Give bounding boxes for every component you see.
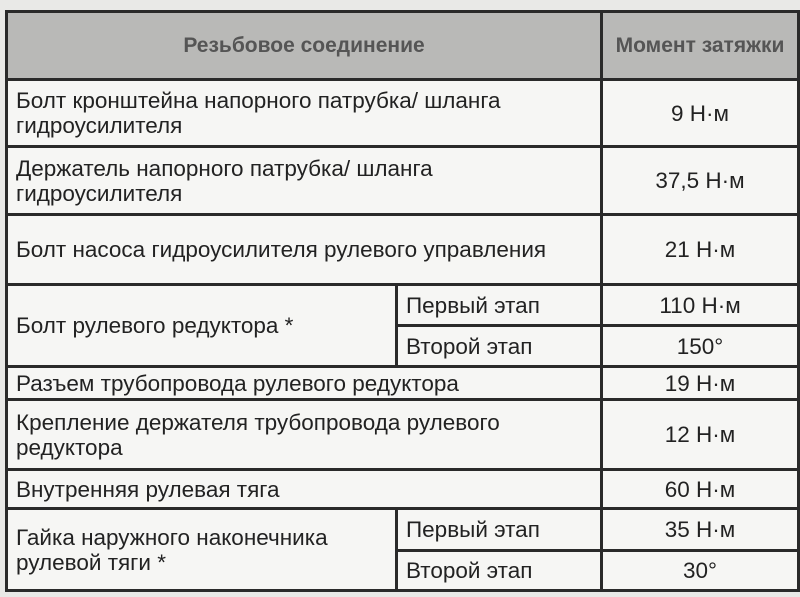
torque-value: 19 Н·м <box>602 367 799 400</box>
joint-name: Болт рулевого редуктора * <box>7 285 397 367</box>
table-row <box>7 285 799 326</box>
torque-value: 35 Н·м <box>602 509 799 551</box>
torque-value: 30° <box>602 551 799 591</box>
stage-label: Второй этап <box>397 551 602 591</box>
joint-name: Разъем трубопровода рулевого редуктора <box>7 367 602 400</box>
table-row <box>7 509 799 551</box>
table-row <box>7 470 799 509</box>
joint-name: Болт кронштейна напорного патрубка/ шланга гидроусилителя <box>7 80 602 147</box>
torque-value: 110 Н·м <box>602 285 799 326</box>
stage-label: Второй этап <box>397 326 602 367</box>
torque-value: 60 Н·м <box>602 470 799 509</box>
torque-value: 150° <box>602 326 799 367</box>
table-row <box>7 215 799 285</box>
torque-value: 21 Н·м <box>602 215 799 285</box>
table-row <box>7 80 799 147</box>
table-row <box>7 400 799 470</box>
header-joint: Резьбовое соединение <box>7 12 602 80</box>
table-row <box>7 367 799 400</box>
torque-table <box>5 10 800 592</box>
joint-name: Внутренняя рулевая тяга <box>7 470 602 509</box>
torque-value: 12 Н·м <box>602 400 799 470</box>
joint-name: Болт насоса гидроусилителя рулевого управления <box>7 215 602 285</box>
stage-label: Первый этап <box>397 285 602 326</box>
header-torque: Момент затяжки <box>602 12 799 80</box>
joint-name: Гайка наружного наконечника рулевой тяги * <box>7 509 397 591</box>
joint-name: Крепление держателя трубопровода рулевого редуктора <box>7 400 602 470</box>
torque-value: 9 Н·м <box>602 80 799 147</box>
table-row <box>7 147 799 215</box>
stage-label: Первый этап <box>397 509 602 551</box>
joint-name: Держатель напорного патрубка/ шланга гидроусилителя <box>7 147 602 215</box>
torque-value: 37,5 Н·м <box>602 147 799 215</box>
